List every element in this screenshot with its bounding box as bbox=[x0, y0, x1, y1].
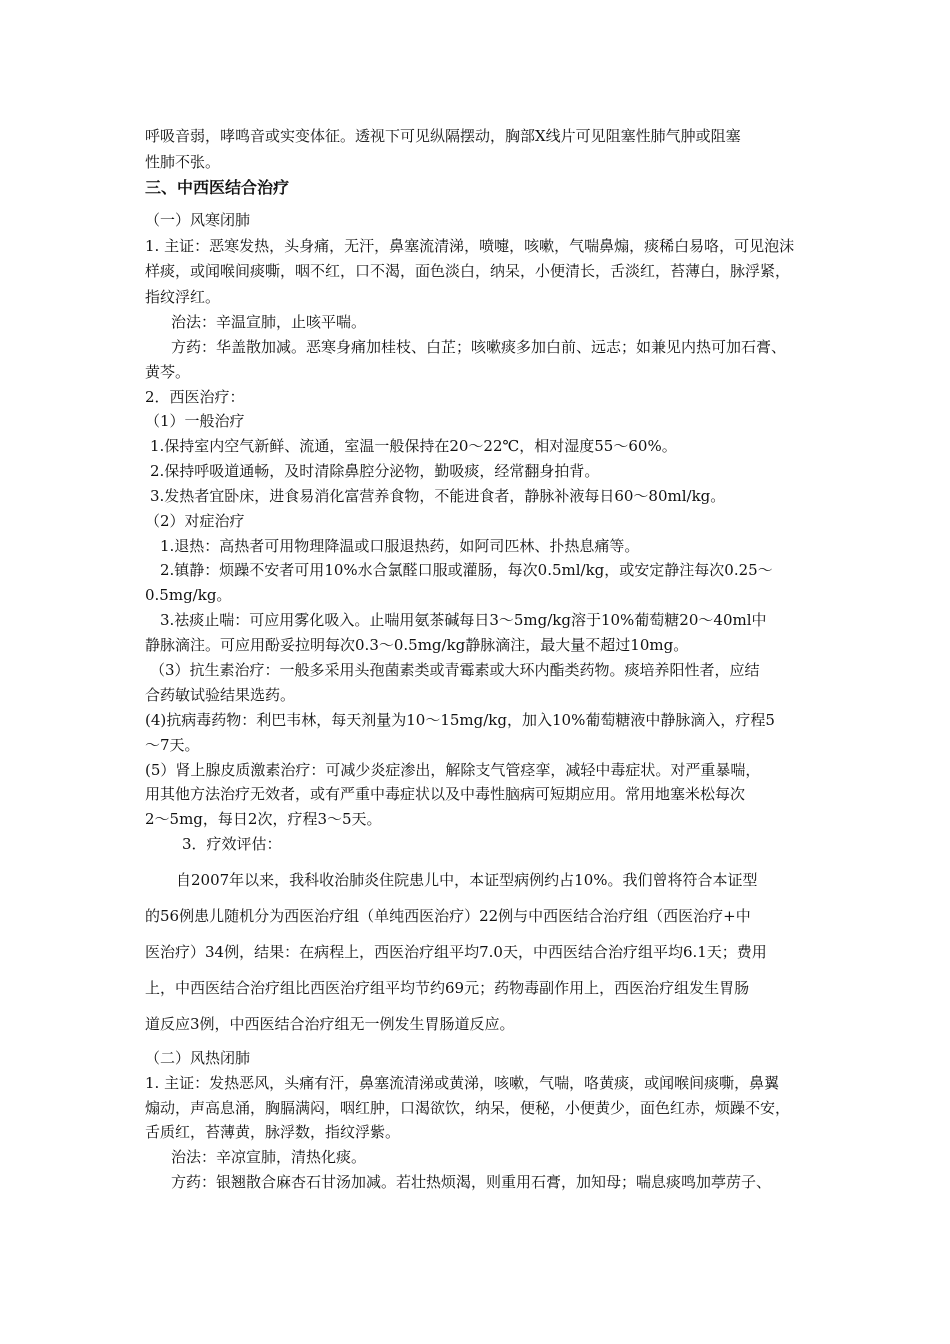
text-line: 方药：银翘散合麻杏石甘汤加减。若壮热烦渴，则重用石膏，加知母；喘息痰鸣加葶苈子、 bbox=[171, 1173, 772, 1191]
text-line: 1.保持室内空气新鲜、流通，室温一般保持在20～22℃，相对湿度55～60%。 bbox=[150, 437, 677, 455]
text-line: 3．疗效评估： bbox=[182, 835, 282, 853]
text-line: 静脉滴注。可应用酚妥拉明每次0.3～0.5mg/kg静脉滴注，最大量不超过10mg。 bbox=[145, 636, 689, 654]
text-line: （2）对症治疗 bbox=[145, 512, 245, 530]
text-line: 方药：华盖散加减。恶寒身痛加桂枝、白芷；咳嗽痰多加白前、远志；如兼见内热可加石膏、 bbox=[171, 338, 787, 356]
text-line: (5）肾上腺皮质激素治疗：可减少炎症渗出，解除支气管痉挛，减轻中毒症状。对严重暴喘， bbox=[145, 761, 761, 779]
text-line: ～7天。 bbox=[145, 736, 200, 754]
text-line: （1）一般治疗 bbox=[145, 412, 245, 430]
text-line: 性肺不张。 bbox=[145, 153, 221, 171]
text-line: 治法：辛温宣肺，止咳平喘。 bbox=[171, 313, 367, 331]
text-line: 2．西医治疗： bbox=[145, 388, 245, 406]
text-line: 1. 主证：恶寒发热，头身痛，无汗，鼻塞流清涕，喷嚏，咳嗽，气喘鼻煽，痰稀白易咯，可见泡沫 bbox=[145, 237, 795, 255]
subsection-heading: （一）风寒闭肺 bbox=[145, 211, 251, 229]
text-line: 2.保持呼吸道通畅，及时清除鼻腔分泌物，勤吸痰，经常翻身拍背。 bbox=[150, 462, 600, 480]
subsection-heading: （二）风热闭肺 bbox=[145, 1049, 251, 1067]
text-line: 3.发热者宜卧床，进食易消化富营养食物，不能进食者，静脉补液每日60～80ml/kg。 bbox=[150, 487, 726, 505]
text-line: 呼吸音弱，哮鸣音或实变体征。透视下可见纵隔摆动，胸部X线片可见阻塞性肺气肿或阻塞 bbox=[145, 127, 741, 145]
text-line: 治法：辛凉宣肺，清热化痰。 bbox=[171, 1148, 367, 1166]
text-line: 2～5mg，每日2次，疗程3～5天。 bbox=[145, 810, 382, 828]
text-line: 合药敏试验结果选药。 bbox=[145, 686, 296, 704]
text-line: 煽动，声高息涌，胸膈满闷，咽红肿，口渴欲饮，纳呆，便秘，小便黄少，面色红赤，烦躁不安， bbox=[145, 1099, 791, 1117]
text-line: 1. 主证：发热恶风，头痛有汗，鼻塞流清涕或黄涕，咳嗽，气喘，咯黄痰，或闻喉间痰嘶，鼻翼 bbox=[145, 1074, 780, 1092]
text-line: 的56例患儿随机分为西医治疗组（单纯西医治疗）22例与中西医结合治疗组（西医治疗+中 bbox=[145, 907, 751, 925]
section-heading: 三、中西医结合治疗 bbox=[145, 178, 290, 197]
text-line: 指纹浮红。 bbox=[145, 288, 221, 306]
text-line: 0.5mg/kg。 bbox=[145, 586, 232, 604]
text-line: 自2007年以来，我科收治肺炎住院患儿中，本证型病例约占10%。我们曾将符合本证型 bbox=[176, 871, 758, 889]
text-line: 用其他方法治疗无效者，或有严重中毒症状以及中毒性脑病可短期应用。常用地塞米松每次 bbox=[145, 785, 746, 803]
text-line: （3）抗生素治疗：一般多采用头孢菌素类或青霉素或大环内酯类药物。痰培养阳性者，应结 bbox=[150, 661, 760, 679]
text-line: 1.退热：高热者可用物理降温或口服退热药，如阿司匹林、扑热息痛等。 bbox=[160, 537, 640, 555]
text-line: 上，中西医结合治疗组比西医治疗组平均节约69元；药物毒副作用上，西医治疗组发生胃肠 bbox=[145, 979, 750, 997]
text-line: 3.祛痰止喘：可应用雾化吸入。止喘用氨茶碱每日3～5mg/kg溶于10%葡萄糖20～40ml中 bbox=[160, 611, 767, 629]
text-line: 样痰，或闻喉间痰嘶，咽不红，口不渴，面色淡白，纳呆，小便清长，舌淡红，苔薄白，脉浮紧， bbox=[145, 262, 791, 280]
text-line: 舌质红，苔薄黄，脉浮数，指纹浮紫。 bbox=[145, 1123, 401, 1141]
text-line: 医治疗）34例，结果：在病程上，西医治疗组平均7.0天，中西医结合治疗组平均6.1天；费用 bbox=[145, 943, 767, 961]
text-line: 2.镇静：烦躁不安者可用10%水合氯醛口服或灌肠，每次0.5ml/kg，或安定静注每次0.25～ bbox=[160, 561, 773, 579]
text-line: 黄芩。 bbox=[145, 363, 191, 381]
text-line: 道反应3例，中西医结合治疗组无一例发生胃肠道反应。 bbox=[145, 1015, 515, 1033]
text-line: (4)抗病毒药物：利巴韦林，每天剂量为10～15mg/kg，加入10%葡萄糖液中静脉滴入，疗程5 bbox=[145, 711, 775, 729]
